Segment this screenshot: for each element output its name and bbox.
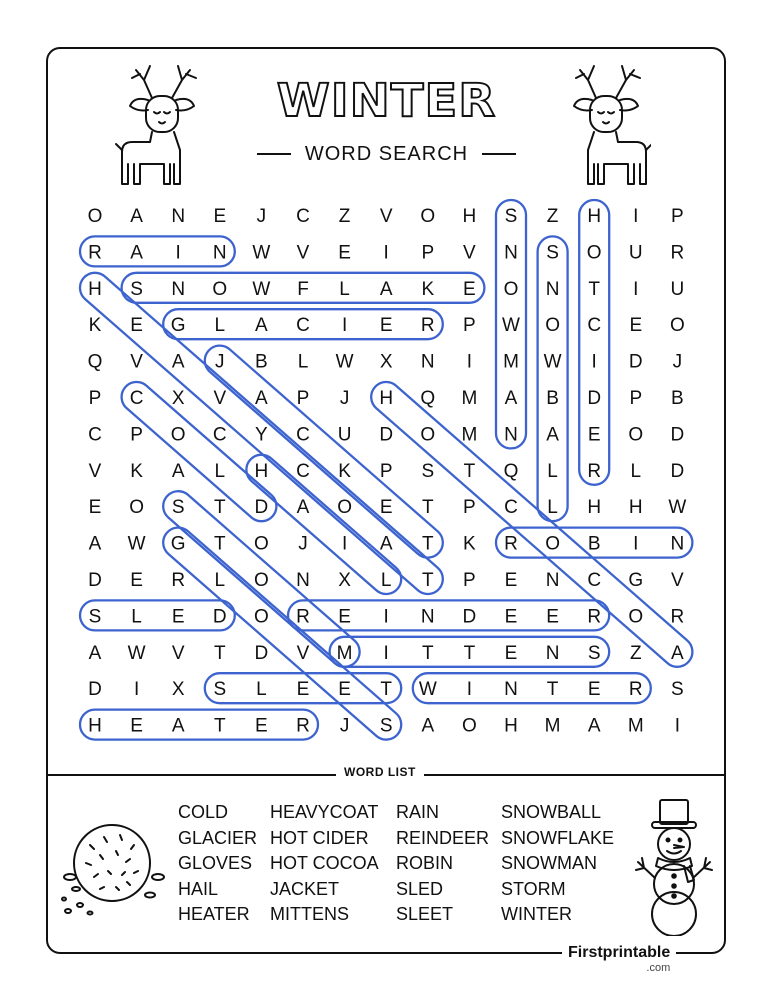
grid-cell[interactable]: E	[130, 570, 143, 591]
grid-cell[interactable]: L	[131, 606, 142, 628]
grid-cell[interactable]: E	[504, 606, 518, 628]
grid-cell[interactable]: H	[504, 715, 518, 737]
grid-cell[interactable]: J	[298, 533, 308, 555]
grid-cell[interactable]: O	[586, 242, 602, 264]
grid-cell[interactable]: A	[88, 642, 102, 664]
grid-cell[interactable]: X	[171, 679, 185, 701]
grid-cell[interactable]: N	[504, 242, 518, 264]
grid-cell[interactable]: N	[212, 242, 227, 264]
grid-cell[interactable]: H	[379, 388, 394, 409]
word-list-label: WORD LIST	[336, 765, 424, 779]
grid-cell[interactable]: O	[503, 278, 519, 300]
grid-cell[interactable]: C	[296, 206, 310, 227]
grid-cell[interactable]: L	[547, 460, 558, 482]
grid-cell[interactable]: S	[379, 715, 393, 737]
grid-cell[interactable]: V	[296, 642, 310, 664]
grid-cell[interactable]: N	[504, 679, 518, 701]
grid-cell[interactable]: E	[338, 242, 351, 264]
grid-cell[interactable]: M	[461, 424, 478, 446]
word-list-item: WINTER	[501, 904, 572, 924]
word-list-column	[396, 800, 489, 928]
grid-cell[interactable]: I	[633, 206, 639, 227]
grid-cell[interactable]: X	[171, 388, 185, 409]
grid-cell[interactable]: M	[336, 642, 353, 664]
grid-cell[interactable]: P	[379, 460, 393, 482]
grid-cell[interactable]: U	[670, 278, 685, 300]
grid-cell[interactable]: E	[338, 679, 351, 701]
grid-cell[interactable]: E	[255, 715, 268, 737]
grid-cell[interactable]: S	[671, 679, 684, 701]
grid-cell[interactable]: V	[671, 570, 684, 591]
grid-cell[interactable]: X	[338, 570, 351, 591]
grid-cell[interactable]: U	[628, 242, 643, 264]
grid-cell[interactable]: A	[546, 424, 559, 446]
grid-cell[interactable]: D	[462, 606, 477, 628]
grid-cell[interactable]: P	[463, 497, 476, 519]
brand-name: Firstprintable	[568, 944, 671, 961]
grid-cell[interactable]: L	[297, 351, 309, 373]
grid-cell[interactable]: M	[627, 715, 644, 737]
grid-cell[interactable]: F	[297, 278, 309, 300]
highlight-heavycoat	[365, 376, 699, 673]
grid-cell[interactable]: D	[212, 606, 227, 628]
grid-cell[interactable]: B	[671, 388, 684, 409]
grid-cell[interactable]: S	[587, 642, 601, 664]
grid-cell[interactable]: T	[380, 679, 393, 701]
word-list-item: GLOVES	[178, 853, 253, 873]
grid-cell[interactable]: W	[127, 533, 146, 555]
grid-cell[interactable]: I	[383, 242, 389, 264]
grid-cell[interactable]: O	[254, 533, 269, 555]
grid-cell[interactable]: C	[129, 388, 144, 409]
grid-cell[interactable]: V	[213, 388, 227, 409]
grid-cell[interactable]: V	[296, 242, 310, 264]
grid-cell[interactable]: I	[341, 315, 348, 337]
word-list-item: HAIL	[178, 878, 219, 899]
grid-cell[interactable]: R	[587, 460, 602, 482]
grid-cell[interactable]: H	[88, 278, 102, 300]
grid-cell[interactable]: L	[339, 278, 350, 300]
grid-cell[interactable]: A	[171, 351, 185, 373]
grid-cell[interactable]: W	[668, 497, 687, 519]
grid-cell[interactable]: R	[670, 606, 685, 628]
grid-cell[interactable]: A	[421, 715, 435, 737]
grid-cell[interactable]: O	[170, 424, 186, 446]
grid-cell[interactable]: R	[670, 242, 685, 264]
grid-cell[interactable]: R	[296, 606, 310, 628]
grid-cell[interactable]: V	[171, 642, 185, 664]
grid-cell[interactable]: O	[420, 424, 436, 446]
grid-cell[interactable]: T	[421, 570, 434, 591]
grid-cell[interactable]: K	[130, 460, 143, 482]
grid-cell[interactable]: E	[338, 606, 351, 628]
grid-cell[interactable]: J	[256, 206, 267, 227]
highlight-winter	[413, 673, 651, 703]
grid-cell[interactable]: B	[255, 351, 268, 373]
page-subtitle: WORD SEARCH	[304, 142, 469, 165]
grid-cell[interactable]: N	[420, 606, 435, 628]
grid-cell[interactable]: A	[671, 642, 684, 664]
grid-cell[interactable]: E	[130, 715, 143, 737]
grid-cell[interactable]: S	[171, 497, 185, 519]
word-list-item: HEAVYCOAT	[270, 802, 379, 822]
grid-cell[interactable]: H	[462, 206, 477, 227]
word-list-item: STORM	[501, 878, 566, 899]
grid-cell[interactable]: E	[546, 606, 559, 628]
grid-cell[interactable]: S	[421, 460, 435, 482]
grid-cell[interactable]: P	[88, 388, 102, 409]
snowball-icon	[50, 815, 170, 925]
grid-cell[interactable]: H	[254, 460, 269, 482]
grid-cell[interactable]: I	[383, 642, 389, 664]
page-title: WINTER	[276, 74, 497, 128]
grid-cell[interactable]: O	[545, 315, 560, 337]
grid-cell[interactable]: P	[463, 570, 476, 591]
grid-cell[interactable]: E	[463, 278, 476, 300]
grid-cell[interactable]: G	[628, 570, 644, 591]
grid-cell[interactable]: Q	[503, 460, 519, 482]
grid-cell[interactable]: I	[175, 242, 181, 264]
grid-cell[interactable]: T	[421, 642, 434, 664]
grid-cell[interactable]: Y	[255, 424, 268, 446]
highlight-sled	[80, 600, 235, 630]
grid-cell[interactable]: H	[628, 497, 643, 519]
grid-cell[interactable]: E	[296, 679, 310, 701]
word-list-item: SLED	[396, 878, 444, 899]
grid-cell[interactable]: P	[296, 388, 310, 409]
grid-cell[interactable]: A	[171, 460, 185, 482]
brand-domain: .com	[646, 962, 671, 974]
grid-cell[interactable]: X	[379, 351, 393, 373]
grid-cell[interactable]: R	[420, 315, 435, 337]
grid-cell[interactable]: D	[88, 570, 102, 591]
grid-cell[interactable]: A	[587, 715, 601, 737]
grid-cell[interactable]: C	[296, 315, 310, 337]
grid-cell[interactable]: I	[633, 533, 639, 555]
word-list-item: SNOWBALL	[501, 802, 602, 822]
word-list-item: HEATER	[178, 904, 250, 924]
grid-cell[interactable]: D	[628, 351, 643, 373]
grid-cell[interactable]: T	[213, 715, 226, 737]
grid-cell[interactable]: V	[88, 460, 102, 482]
grid-cell[interactable]: D	[254, 497, 269, 519]
snowman-icon	[622, 796, 722, 936]
grid-cell[interactable]: D	[88, 679, 102, 701]
grid-cell[interactable]: N	[545, 570, 560, 591]
grid-cell[interactable]: N	[504, 424, 518, 446]
grid-cell[interactable]: O	[462, 715, 477, 737]
word-list-item: HOT COCOA	[270, 853, 379, 873]
grid-cell[interactable]: O	[254, 606, 269, 628]
grid-cell[interactable]: S	[130, 278, 143, 300]
grid-cell[interactable]: L	[256, 679, 267, 701]
word-list-column	[501, 800, 614, 928]
grid-cell[interactable]: C	[296, 424, 310, 446]
grid-cell[interactable]: L	[547, 497, 558, 519]
grid-cell[interactable]: S	[88, 606, 102, 628]
grid-cell[interactable]: N	[545, 278, 560, 300]
grid-cell[interactable]: Z	[546, 206, 559, 227]
grid-cell[interactable]: P	[421, 242, 435, 264]
word-list-item: GLACIER	[178, 827, 258, 848]
grid-cell[interactable]: I	[133, 679, 140, 701]
word-list-column	[270, 800, 379, 928]
grid-cell[interactable]: E	[379, 315, 393, 337]
grid-cell[interactable]: R	[504, 533, 518, 555]
grid-cell[interactable]: E	[213, 206, 227, 227]
grid-cell[interactable]: N	[670, 533, 685, 555]
grid-cell[interactable]: R	[628, 679, 643, 701]
grid-cell[interactable]: G	[170, 315, 186, 337]
grid-cell[interactable]: A	[88, 533, 102, 555]
grid-cell[interactable]: O	[87, 206, 103, 227]
grid-cell[interactable]: K	[88, 315, 102, 337]
grid-cell[interactable]: I	[591, 351, 597, 373]
grid-cell[interactable]: E	[130, 315, 143, 337]
grid-cell[interactable]: W	[543, 351, 562, 373]
grid-cell[interactable]: A	[379, 533, 393, 555]
grid-cell[interactable]: V	[463, 242, 476, 264]
grid-cell[interactable]: D	[379, 424, 394, 446]
grid-cell[interactable]: T	[463, 642, 476, 664]
grid-cell[interactable]: R	[88, 242, 102, 264]
word-list-item: MITTENS	[270, 904, 349, 924]
grid-cell[interactable]: O	[628, 606, 644, 628]
grid-cell[interactable]: T	[213, 533, 226, 555]
grid-cell[interactable]: A	[504, 388, 518, 409]
grid-cell[interactable]: A	[296, 497, 310, 519]
grid-cell[interactable]: E	[171, 606, 185, 628]
word-list-item: HOT CIDER	[270, 827, 369, 848]
grid-cell[interactable]: E	[629, 315, 643, 337]
highlight-rain	[80, 236, 235, 266]
grid-cell[interactable]: T	[463, 460, 476, 482]
word-list-item: COLD	[178, 802, 229, 822]
highlight-gloves	[157, 521, 407, 745]
grid-cell[interactable]: J	[339, 715, 350, 737]
grid-cell[interactable]: W	[252, 278, 271, 300]
word-list-item: JACKET	[270, 878, 340, 899]
grid-cell[interactable]: J	[215, 351, 225, 373]
grid-cell[interactable]: I	[466, 351, 473, 373]
grid-cell[interactable]: N	[171, 278, 186, 300]
grid-cell[interactable]: O	[628, 424, 644, 446]
word-list-item: RAIN	[396, 802, 440, 822]
grid-cell[interactable]: D	[670, 424, 685, 446]
grid-cell[interactable]: M	[503, 351, 519, 373]
grid-cell[interactable]: N	[420, 351, 435, 373]
grid-cell[interactable]: A	[255, 315, 268, 337]
grid-cell[interactable]: E	[587, 679, 601, 701]
grid-cell[interactable]: Q	[420, 388, 436, 409]
grid-cell[interactable]: O	[420, 206, 436, 227]
letter-layer	[88, 206, 687, 737]
word-list-item: ROBIN	[396, 853, 454, 873]
grid-cell[interactable]: O	[337, 497, 352, 519]
grid-cell[interactable]: O	[670, 315, 685, 337]
grid-cell[interactable]: Z	[338, 206, 351, 227]
grid-cell[interactable]: C	[504, 497, 518, 519]
grid-cell[interactable]: U	[337, 424, 352, 446]
grid-cell[interactable]: I	[466, 679, 473, 701]
grid-cell[interactable]: J	[672, 351, 683, 373]
grid-cell[interactable]: B	[546, 388, 559, 409]
grid-cell[interactable]: L	[380, 570, 392, 591]
grid-cell[interactable]: P	[463, 315, 476, 337]
grid-cell[interactable]: V	[379, 206, 393, 227]
grid-cell[interactable]: K	[338, 460, 351, 482]
grid-cell[interactable]: A	[171, 715, 185, 737]
grid-cell[interactable]: R	[296, 715, 310, 737]
grid-cell[interactable]: S	[546, 242, 559, 264]
grid-cell[interactable]: T	[213, 497, 226, 519]
grid-cell[interactable]: N	[545, 642, 560, 664]
grid-cell[interactable]: E	[587, 424, 601, 446]
grid-cell[interactable]: T	[421, 533, 434, 555]
grid-cell[interactable]: W	[418, 679, 437, 701]
grid-cell[interactable]: I	[341, 533, 348, 555]
highlight-jacket	[199, 339, 449, 563]
grid-cell[interactable]: M	[461, 388, 478, 409]
grid-cell[interactable]: A	[130, 242, 143, 264]
grid-cell[interactable]: O	[254, 570, 269, 591]
highlight-heater	[80, 710, 318, 740]
grid-cell[interactable]: A	[130, 206, 143, 227]
grid-cell[interactable]: S	[213, 679, 227, 701]
grid-cell[interactable]: I	[633, 278, 639, 300]
grid-cell[interactable]: D	[587, 388, 602, 409]
grid-cell[interactable]: D	[254, 642, 269, 664]
grid-cell[interactable]: W	[335, 351, 354, 373]
grid-cell[interactable]: O	[129, 497, 144, 519]
word-list-item: SNOWFLAKE	[501, 827, 615, 848]
word-list-column	[178, 800, 257, 928]
grid-cell[interactable]: H	[88, 715, 102, 737]
grid-cell[interactable]: C	[212, 424, 227, 446]
grid-cell[interactable]: W	[127, 642, 146, 664]
word-list-item: REINDEER	[396, 827, 490, 848]
grid-cell[interactable]: V	[130, 351, 143, 373]
grid-cell[interactable]: T	[213, 642, 226, 664]
grid-cell[interactable]: N	[171, 206, 186, 227]
grid-cell[interactable]: B	[587, 533, 601, 555]
grid-cell[interactable]: L	[214, 460, 226, 482]
grid-cell[interactable]: L	[214, 315, 226, 337]
grid-cell[interactable]: C	[587, 570, 602, 591]
grid-cell[interactable]: K	[421, 278, 435, 300]
grid-cell[interactable]: W	[502, 315, 520, 337]
grid-cell[interactable]: P	[671, 206, 684, 227]
grid-cell[interactable]: O	[212, 278, 228, 300]
grid-cell[interactable]: T	[421, 497, 434, 519]
grid-cell[interactable]: R	[587, 606, 602, 628]
grid-cell[interactable]: L	[214, 570, 226, 591]
grid-cell[interactable]: P	[629, 388, 643, 409]
grid-cell[interactable]: A	[255, 388, 268, 409]
grid-cell[interactable]: M	[544, 715, 561, 737]
grid-cell[interactable]: T	[588, 278, 601, 300]
grid-cell[interactable]: Q	[87, 351, 103, 373]
grid-cell[interactable]: G	[170, 533, 186, 555]
grid-cell[interactable]: C	[88, 424, 102, 446]
grid-cell[interactable]: E	[379, 497, 393, 519]
grid-cell[interactable]: O	[545, 533, 560, 555]
grid-cell[interactable]: E	[88, 497, 102, 519]
grid-cell[interactable]: R	[171, 570, 186, 591]
word-list-item: SLEET	[396, 904, 454, 924]
grid-cell[interactable]: S	[504, 206, 518, 227]
grid-cell[interactable]: I	[674, 715, 681, 737]
grid-cell[interactable]: H	[587, 206, 602, 227]
grid-cell[interactable]: T	[546, 679, 559, 701]
grid-cell[interactable]: E	[504, 570, 518, 591]
grid-cell[interactable]: N	[296, 570, 310, 591]
grid-cell[interactable]: P	[130, 424, 143, 446]
brand-logo	[562, 944, 676, 974]
grid-cell[interactable]: D	[670, 460, 685, 482]
grid-cell[interactable]: I	[383, 606, 389, 628]
grid-cell[interactable]: L	[630, 460, 642, 482]
grid-cell[interactable]: W	[252, 242, 271, 264]
grid-cell[interactable]: E	[504, 642, 518, 664]
grid-cell[interactable]: K	[463, 533, 476, 555]
grid-cell[interactable]: A	[379, 278, 393, 300]
grid-cell[interactable]: C	[296, 460, 310, 482]
grid-cell[interactable]: Z	[629, 642, 642, 664]
word-list-item: SNOWMAN	[501, 853, 597, 873]
grid-cell[interactable]: C	[587, 315, 602, 337]
grid-cell[interactable]: H	[587, 497, 602, 519]
grid-cell[interactable]: J	[339, 388, 350, 409]
